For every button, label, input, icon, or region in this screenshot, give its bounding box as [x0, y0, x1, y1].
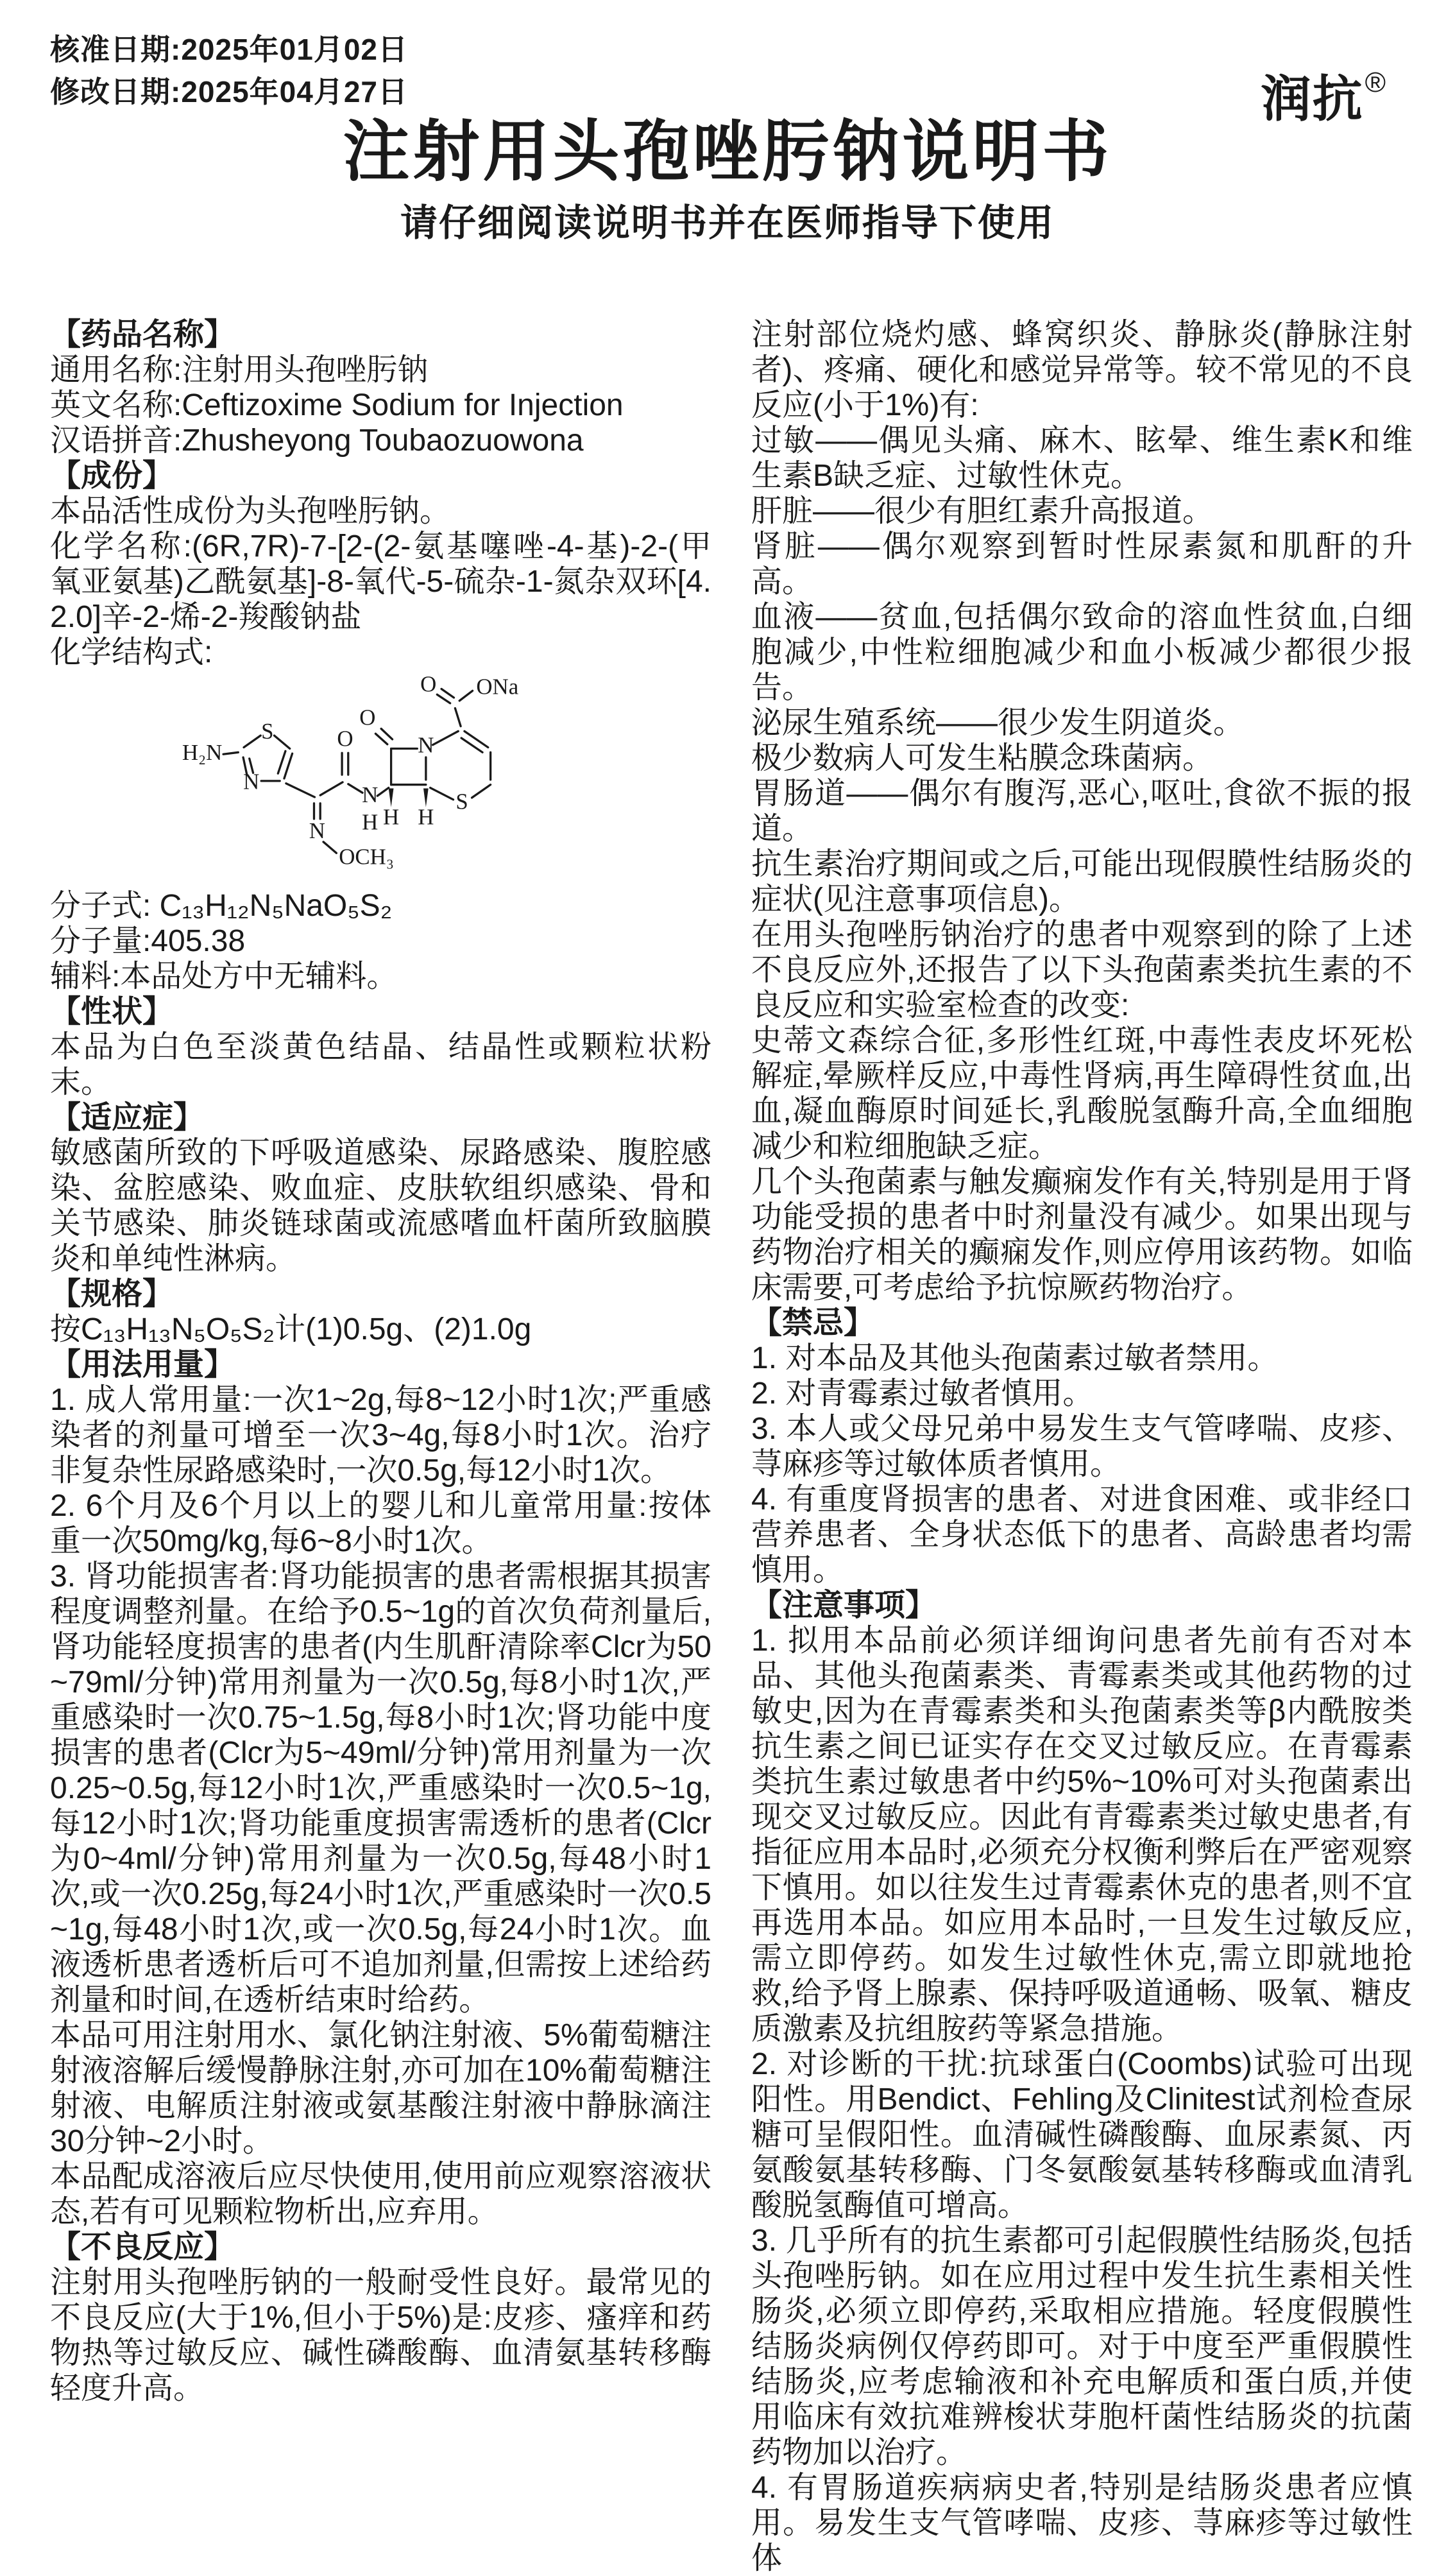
atom-label-imino-n: N — [309, 818, 325, 843]
paragraph: 化学名称:(6R,7R)-7-[2-(2-氨基噻唑-4-基)-2-(甲氧亚氨基)乙酰氨基]-8-氧代-5-硫杂-1-氮杂双环[4.2.0]辛-2-烯-2-羧酸钠盐 — [50, 529, 711, 634]
left-column — [50, 317, 711, 2576]
paragraph: 本品配成溶液后应尽快使用,使用前应观察溶液状态,若有可见颗粒物析出,应弃用。 — [50, 2160, 711, 2229]
paragraph: 注射部位烧灼感、蜂窝织炎、静脉炎(静脉注射者)、疼痛、硬化和感觉异常等。较不常见的不良反应(小于1%)有: — [751, 318, 1413, 422]
paragraph: 汉语拼音:Zhusheyong Toubaozuowona — [50, 424, 584, 458]
revision-date: 修改日期:2025年04月27日 — [50, 75, 408, 108]
paragraph: 过敏——偶见头痛、麻木、眩晕、维生素K和维生素B缺乏症、过敏性休克。 — [751, 424, 1413, 493]
paragraph: 本品为白色至淡黄色结晶、结晶性或颗粒状粉末。 — [50, 1030, 711, 1099]
section-heading: 【用法用量】 — [50, 1348, 235, 1382]
atom-label-ring-s: S — [455, 789, 468, 814]
two-column-body — [50, 317, 1413, 2576]
chemical-structure-figure — [145, 675, 711, 882]
atom-label-ring-n: N — [418, 732, 434, 758]
paragraph: 3. 肾功能损害者:肾功能损害的患者需根据其损害程度调整剂量。在给予0.5~1g的首次负荷剂量后,肾功能轻度损害的患者(内生肌酐清除率Clcr为50~79ml/分钟)常用剂量为一次0.5g,每8小时1次,严重感染时一次0.75~1.5g,每8小时1次;肾功能中度损害的患者(Clcr为5~49ml/分钟)常用剂量为一次0.25~0.5g,每12小时1次,严重感染时一次0.5~1g,每12小时1次;肾功能重度损害需透析的患者(Clcr为0~4ml/分钟)常用剂量为一次0.5g,每48小时1次,或一次0.25g,每24小时1次,严重感染时一次0.5~1g,每48小时1次,或一次0.5g,每24小时1次。血液透析患者透析后可不追加剂量,但需按上述给药剂量和时间,在透析结束时给药。 — [50, 1559, 711, 2017]
atom-label-amide-h: H — [362, 809, 379, 835]
paragraph: 几个头孢菌素与触发癫痫发作有关,特别是用于肾功能受损的患者中时剂量没有减少。如果出现与药物治疗相关的癫痫发作,则应停用该药物。如临床需要,可考虑给予抗惊厥药物治疗。 — [751, 1165, 1413, 1305]
atom-label-s: S — [261, 719, 274, 744]
page-subtitle: 请仔细阅读说明书并在医师指导下使用 — [400, 202, 1055, 244]
paragraph: 肾脏——偶尔观察到暂时性尿素氮和肌酐的升高。 — [751, 529, 1413, 599]
atom-label-h2n: H₂N — [182, 739, 223, 765]
paragraph: 通用名称:注射用头孢唑肟钠 — [50, 353, 429, 387]
section-heading: 【规格】 — [50, 1277, 174, 1311]
paragraph: 英文名称:Ceftizoxime Sodium for Injection — [50, 388, 624, 422]
section-heading: 【成份】 — [50, 459, 174, 493]
paragraph: 1. 成人常用量:一次1~2g,每8~12小时1次;严重感染者的剂量可增至一次3~4g,每8小时1次。治疗非复杂性尿路感染时,一次0.5g,每12小时1次。 — [50, 1383, 711, 1488]
atom-label-carboxyl-o: O — [420, 675, 437, 697]
section-heading: 【注意事项】 — [751, 1588, 937, 1622]
right-column — [751, 317, 1413, 2576]
paragraph: 敏感菌所致的下呼吸道感染、尿路感染、腹腔感染、盆腔感染、败血症、皮肤软组织感染、骨和关节感染、肺炎链球菌或流感嗜血杆菌所致脑膜炎和单纯性淋病。 — [50, 1136, 711, 1276]
section-heading: 【药品名称】 — [50, 318, 235, 352]
atom-label-ona: ONa — [476, 675, 519, 700]
paragraph: 2. 对青霉素过敏者慎用。 — [751, 1377, 1094, 1411]
paragraph: 分子量:405.38 — [50, 924, 246, 958]
paragraph: 3. 本人或父母兄弟中易发生支气管哮喘、皮疹、荨麻疹等过敏体质者慎用。 — [751, 1412, 1413, 1481]
paragraph: 4. 有胃肠道疾病病史者,特别是结肠炎患者应慎用。易发生支气管哮喘、皮疹、荨麻疹等过敏性体 — [751, 2471, 1413, 2575]
paragraph: 血液——贫血,包括偶尔致命的溶血性贫血,白细胞减少,中性粒细胞减少和血小板减少都很少报告。 — [751, 600, 1413, 705]
paragraph: 史蒂文森综合征,多形性红斑,中毒性表皮坏死松解症,晕厥样反应,中毒性肾病,再生障碍性贫血,出血,凝血酶原时间延长,乳酸脱氢酶升高,全血细胞减少和粒细胞缺乏症。 — [751, 1024, 1413, 1163]
paragraph: 1. 对本品及其他头孢菌素过敏者禁用。 — [751, 1341, 1279, 1375]
brand-name: 润抗 — [1261, 71, 1364, 127]
chemical-structure-diagram — [145, 675, 543, 882]
paragraph: 抗生素治疗期间或之后,可能出现假膜性结肠炎的症状(见注意事项信息)。 — [751, 847, 1413, 916]
paragraph: 按C₁₃H₁₃N₅O₅S₂计(1)0.5g、(2)1.0g — [50, 1312, 532, 1346]
paragraph: 泌尿生殖系统——很少发生阴道炎。 — [751, 706, 1245, 740]
paragraph: 化学结构式: — [50, 635, 213, 669]
registered-trademark-mark: ® — [1365, 67, 1387, 98]
atom-label-amide-o: O — [337, 726, 353, 751]
page-title: 注射用头孢唑肟钠说明书 — [343, 115, 1112, 189]
atom-label-c6-h: H — [418, 804, 434, 830]
section-heading: 【性状】 — [50, 995, 174, 1029]
paragraph: 本品可用注射用水、氯化钠注射液、5%葡萄糖注射液溶解后缓慢静脉注射,亦可加在10%葡萄糖注射液、电解质注射液或氨基酸注射液中静脉滴注30分钟~2小时。 — [50, 2018, 711, 2158]
section-heading: 【不良反应】 — [50, 2230, 235, 2264]
section-heading: 【禁忌】 — [751, 1306, 875, 1340]
paragraph: 本品活性成份为头孢唑肟钠。 — [50, 494, 451, 528]
approval-date: 核准日期:2025年01月02日 — [50, 33, 408, 66]
paragraph: 肝脏——很少有胆红素升高报道。 — [751, 494, 1214, 528]
paragraph: 2. 对诊断的干扰:抗球蛋白(Coombs)试验可出现阳性。用Bendict、Fehling及Clinitest试剂检查尿糖可呈假阳性。血清碱性磷酸酶、血尿素氮、丙氨酸氨基转移酶、门冬氨酸氨基转移酶或血清乳酸脱氢酶值可增高。 — [751, 2047, 1413, 2222]
paragraph: 1. 拟用本品前必须详细询问患者先前有否对本品、其他头孢菌素类、青霉素类或其他药物的过敏史,因为在青霉素类和头孢菌素类等β内酰胺类抗生素之间已证实存在交叉过敏反应。在青霉素类抗生素过敏患者中约5%~10%可对头孢菌素出现交叉过敏反应。因此有青霉素类过敏史患者,有指征应用本品时,必须充分权衡利弊后在严密观察下慎用。如以往发生过青霉素休克的患者,则不宜再选用本品。如应用本品时,一旦发生过敏反应,需立即停药。如发生过敏性休克,需立即就地抢救,给予肾上腺素、保持呼吸道通畅、吸氧、糖皮质激素及抗组胺药等紧急措施。 — [751, 1624, 1413, 2046]
atom-label-lactam-o: O — [359, 705, 376, 730]
paragraph: 在用头孢唑肟钠治疗的患者中观察到的除了上述不良反应外,还报告了以下头孢菌素类抗生素的不良反应和实验室检查的改变: — [751, 918, 1413, 1022]
paragraph: 3. 几乎所有的抗生素都可引起假膜性结肠炎,包括头孢唑肟钠。如在应用过程中发生抗生素相关性肠炎,必须立即停药,采取相应措施。轻度假膜性结肠炎病例仅停药即可。对于中度至严重假膜性结肠炎,应考虑输液和补充电解质和蛋白质,并使用临床有效抗难辨梭状芽胞杆菌性结肠炎的抗菌药物加以治疗。 — [751, 2224, 1413, 2469]
paragraph: 分子式: C₁₃H₁₂N₅NaO₅S₂ — [50, 889, 393, 923]
atom-label-n: N — [243, 769, 260, 794]
paragraph: 胃肠道——偶尔有腹泻,恶心,呕吐,食欲不振的报道。 — [751, 777, 1413, 846]
atom-label-och3: OCH₃ — [339, 844, 395, 870]
atom-label-c7-h: H — [383, 804, 400, 830]
paragraph: 4. 有重度肾损害的患者、对进食困难、或非经口营养患者、全身状态低下的患者、高龄患者均需慎用。 — [751, 1482, 1413, 1587]
paragraph: 辅料:本品处方中无辅料。 — [50, 959, 398, 993]
paragraph: 2. 6个月及6个月以上的婴儿和儿童常用量:按体重一次50mg/kg,每6~8小时1次。 — [50, 1489, 711, 1558]
paragraph: 极少数病人可发生粘膜念珠菌病。 — [751, 741, 1214, 775]
paragraph: 注射用头孢唑肟钠的一般耐受性良好。最常见的不良反应(大于1%,但小于5%)是:皮疹、瘙痒和药物热等过敏反应、碱性磷酸酶、血清氨基转移酶轻度升高。 — [50, 2265, 711, 2405]
section-heading: 【适应症】 — [50, 1101, 205, 1135]
atom-label-amide-n: N — [362, 782, 379, 807]
